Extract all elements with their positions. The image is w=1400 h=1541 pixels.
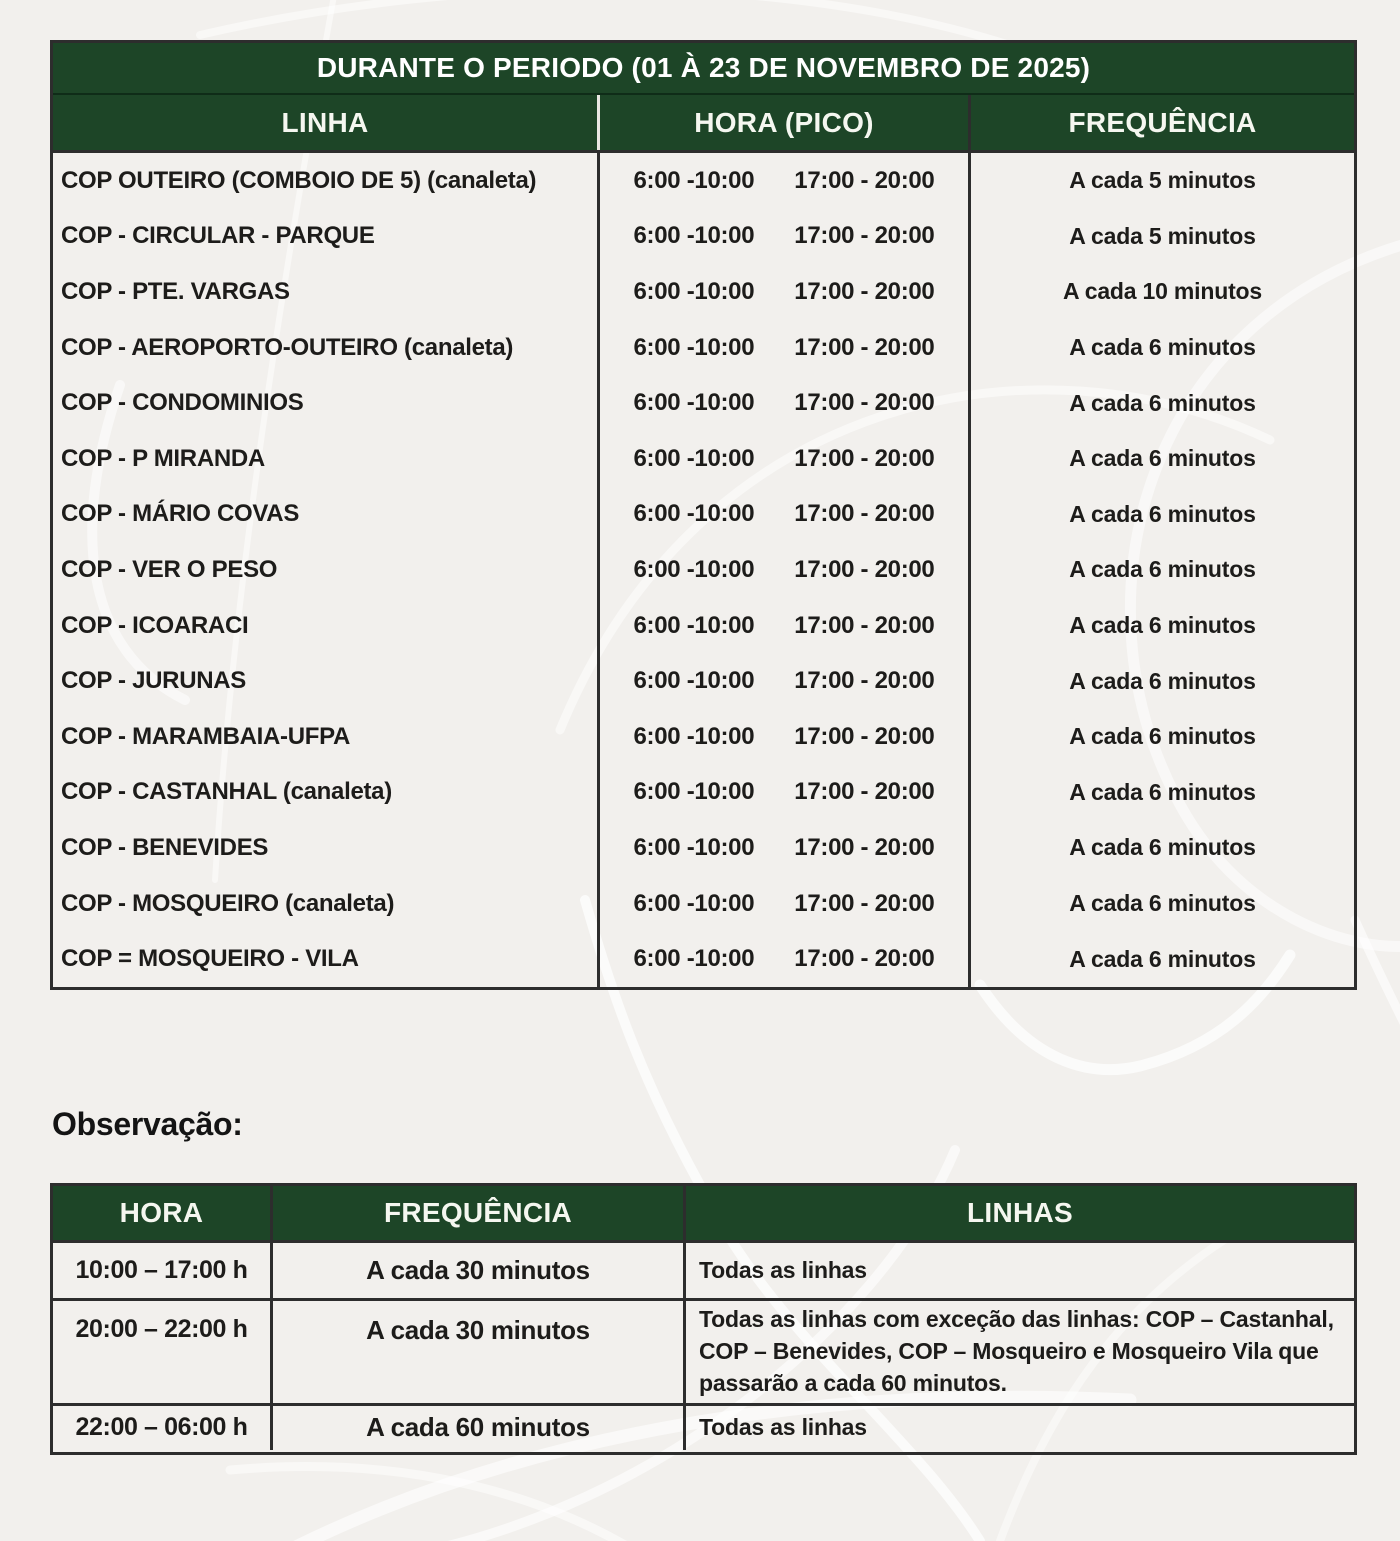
frequencia-cell: A cada 6 minutos bbox=[968, 542, 1354, 598]
table-row bbox=[53, 931, 1354, 987]
frequencia-cell: A cada 10 minutos bbox=[968, 264, 1354, 320]
schedule-table bbox=[50, 40, 1357, 990]
hora-pico-cell bbox=[597, 209, 968, 265]
table-row bbox=[53, 1243, 1354, 1298]
hora-pico-manha: 6:00 -10:00 bbox=[633, 833, 755, 861]
linha-cell: COP - CASTANHAL (canaleta) bbox=[61, 778, 392, 806]
hora-pico-cell bbox=[597, 765, 968, 821]
table-row bbox=[53, 209, 1354, 265]
linha-cell: COP = MOSQUEIRO - VILA bbox=[61, 945, 359, 973]
hora-pico-cell bbox=[597, 653, 968, 709]
linha-cell: COP - CONDOMINIOS bbox=[61, 389, 304, 417]
hora-pico-manha: 6:00 -10:00 bbox=[633, 667, 755, 695]
obs-linhas-cell: Todas as linhas bbox=[683, 1406, 1354, 1450]
hora-pico-tarde: 17:00 - 20:00 bbox=[794, 389, 935, 417]
hora-pico-tarde: 17:00 - 20:00 bbox=[794, 833, 935, 861]
hora-pico-cell bbox=[597, 876, 968, 932]
hora-pico-cell bbox=[597, 598, 968, 654]
table-row bbox=[53, 431, 1354, 487]
frequencia-cell: A cada 5 minutos bbox=[968, 153, 1354, 209]
linha-cell: COP - P MIRANDA bbox=[61, 444, 265, 472]
table-row bbox=[53, 765, 1354, 821]
frequencia-cell: A cada 6 minutos bbox=[968, 598, 1354, 654]
obs-frequencia-cell: A cada 30 minutos bbox=[270, 1243, 683, 1298]
hora-pico-tarde: 17:00 - 20:00 bbox=[794, 889, 935, 917]
column-header-linha: LINHA bbox=[281, 106, 369, 138]
obs-column-header-linhas: LINHAS bbox=[683, 1186, 1354, 1240]
hora-pico-cell bbox=[597, 931, 968, 987]
hora-pico-tarde: 17:00 - 20:00 bbox=[794, 500, 935, 528]
frequencia-cell: A cada 6 minutos bbox=[968, 431, 1354, 487]
frequencia-cell: A cada 6 minutos bbox=[968, 931, 1354, 987]
hora-pico-cell bbox=[597, 709, 968, 765]
linha-cell: COP - VER O PESO bbox=[61, 555, 278, 583]
frequencia-cell: A cada 6 minutos bbox=[968, 375, 1354, 431]
hora-pico-tarde: 17:00 - 20:00 bbox=[794, 667, 935, 695]
linha-cell: COP - MOSQUEIRO (canaleta) bbox=[61, 889, 395, 917]
obs-hora-cell: 20:00 – 22:00 h bbox=[75, 1315, 248, 1343]
hora-pico-manha: 6:00 -10:00 bbox=[633, 722, 755, 750]
linha-cell: COP - ICOARACI bbox=[61, 611, 249, 639]
frequencia-cell: A cada 6 minutos bbox=[968, 487, 1354, 543]
frequencia-cell: A cada 6 minutos bbox=[968, 709, 1354, 765]
schedule-table-header-row bbox=[53, 95, 1354, 153]
hora-pico-cell bbox=[597, 820, 968, 876]
hora-pico-tarde: 17:00 - 20:00 bbox=[794, 611, 935, 639]
hora-pico-cell bbox=[597, 264, 968, 320]
table-row bbox=[53, 153, 1354, 209]
table-row bbox=[53, 876, 1354, 932]
linha-cell: COP - BENEVIDES bbox=[61, 833, 269, 861]
hora-pico-cell bbox=[597, 487, 968, 543]
observacao-heading: Observação: bbox=[52, 1106, 243, 1142]
linha-cell: COP - PTE. VARGAS bbox=[61, 277, 290, 305]
hora-pico-manha: 6:00 -10:00 bbox=[633, 222, 755, 250]
table-row bbox=[53, 709, 1354, 765]
frequencia-cell: A cada 6 minutos bbox=[968, 765, 1354, 821]
hora-pico-manha: 6:00 -10:00 bbox=[633, 500, 755, 528]
hora-pico-tarde: 17:00 - 20:00 bbox=[794, 166, 935, 194]
frequencia-cell: A cada 5 minutos bbox=[968, 209, 1354, 265]
hora-pico-cell bbox=[597, 542, 968, 598]
obs-hora-cell: 22:00 – 06:00 h bbox=[75, 1413, 248, 1442]
linha-cell: COP - AEROPORTO-OUTEIRO (canaleta) bbox=[61, 333, 514, 361]
schedule-table-title: DURANTE O PERIODO (01 À 23 DE NOVEMBRO DE 2025) bbox=[53, 43, 1354, 95]
linha-cell: COP - JURUNAS bbox=[61, 667, 247, 695]
hora-pico-manha: 6:00 -10:00 bbox=[633, 444, 755, 472]
obs-linhas-cell: Todas as linhas bbox=[683, 1243, 1354, 1298]
hora-pico-tarde: 17:00 - 20:00 bbox=[794, 333, 935, 361]
frequencia-cell: A cada 6 minutos bbox=[968, 876, 1354, 932]
hora-pico-manha: 6:00 -10:00 bbox=[633, 778, 755, 806]
table-row bbox=[53, 1403, 1354, 1450]
linha-cell: COP - CIRCULAR - PARQUE bbox=[61, 222, 375, 250]
linha-cell: COP - MÁRIO COVAS bbox=[61, 500, 300, 528]
schedule-table-body bbox=[53, 153, 1354, 987]
linha-cell: COP OUTEIRO (COMBOIO DE 5) (canaleta) bbox=[61, 166, 537, 194]
obs-frequencia-cell: A cada 60 minutos bbox=[270, 1406, 683, 1450]
hora-pico-manha: 6:00 -10:00 bbox=[633, 333, 755, 361]
hora-pico-tarde: 17:00 - 20:00 bbox=[794, 555, 935, 583]
observacao-table bbox=[50, 1183, 1357, 1455]
table-row bbox=[53, 320, 1354, 376]
table-row bbox=[53, 264, 1354, 320]
hora-pico-cell bbox=[597, 375, 968, 431]
table-row bbox=[53, 1298, 1354, 1403]
hora-pico-manha: 6:00 -10:00 bbox=[633, 277, 755, 305]
observacao-table-header-row bbox=[53, 1186, 1354, 1243]
table-row bbox=[53, 598, 1354, 654]
hora-pico-manha: 6:00 -10:00 bbox=[633, 389, 755, 417]
hora-pico-manha: 6:00 -10:00 bbox=[633, 611, 755, 639]
table-row bbox=[53, 542, 1354, 598]
hora-pico-cell bbox=[597, 320, 968, 376]
frequencia-cell: A cada 6 minutos bbox=[968, 820, 1354, 876]
hora-pico-tarde: 17:00 - 20:00 bbox=[794, 722, 935, 750]
frequencia-cell: A cada 6 minutos bbox=[968, 320, 1354, 376]
observacao-table-body bbox=[53, 1243, 1354, 1450]
hora-pico-manha: 6:00 -10:00 bbox=[633, 889, 755, 917]
table-row bbox=[53, 487, 1354, 543]
obs-column-header-frequencia: FREQUÊNCIA bbox=[270, 1186, 683, 1240]
hora-pico-tarde: 17:00 - 20:00 bbox=[794, 945, 935, 973]
hora-pico-tarde: 17:00 - 20:00 bbox=[794, 222, 935, 250]
hora-pico-tarde: 17:00 - 20:00 bbox=[794, 778, 935, 806]
table-row bbox=[53, 820, 1354, 876]
hora-pico-manha: 6:00 -10:00 bbox=[633, 945, 755, 973]
hora-pico-tarde: 17:00 - 20:00 bbox=[794, 444, 935, 472]
linha-cell: COP - MARAMBAIA-UFPA bbox=[61, 722, 351, 750]
obs-hora-cell: 10:00 – 17:00 h bbox=[75, 1256, 248, 1284]
table-row bbox=[53, 375, 1354, 431]
obs-frequencia-cell: A cada 30 minutos bbox=[270, 1301, 683, 1403]
obs-column-header-hora: HORA bbox=[119, 1197, 204, 1228]
hora-pico-cell bbox=[597, 431, 968, 487]
column-header-frequencia: FREQUÊNCIA bbox=[968, 95, 1354, 150]
column-header-hora-pico: HORA (PICO) bbox=[597, 95, 968, 150]
hora-pico-cell bbox=[597, 153, 968, 209]
frequencia-cell: A cada 6 minutos bbox=[968, 653, 1354, 709]
hora-pico-manha: 6:00 -10:00 bbox=[633, 555, 755, 583]
hora-pico-manha: 6:00 -10:00 bbox=[633, 166, 755, 194]
hora-pico-tarde: 17:00 - 20:00 bbox=[794, 277, 935, 305]
table-row bbox=[53, 653, 1354, 709]
obs-linhas-cell: Todas as linhas com exceção das linhas: COP – Castanhal, COP – Benevides, COP – Mosqueiro e Mosqueiro Vila que passarão a cada 60 minutos. bbox=[683, 1301, 1354, 1403]
